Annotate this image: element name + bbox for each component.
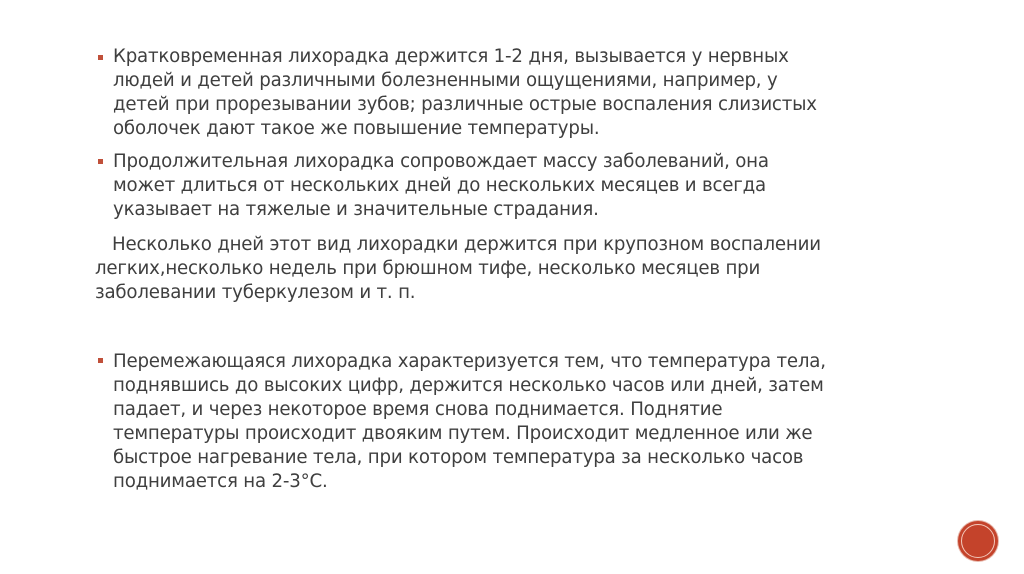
paragraph-prolonged-fever: Продолжительная лихорадка сопровождает массу заболеваний, она может длиться от нескольких дней до нескольких месяцев и всегда указывает на тяжелые и значительные страдания.	[113, 151, 769, 220]
square-bullet-icon	[98, 55, 103, 60]
paragraph-short-fever: Кратковременная лихорадка держится 1-2 дня, вызывается у нервных людей и детей различными болезненными ощущениями, например, у детей при прорезывании зубов; различные острые воспаления слизистых оболочек дают такое же повышение температуры.	[113, 46, 817, 139]
paragraph-intermittent-fever: Перемежающаяся лихорадка характеризуется тем, что температура тела, поднявшись до высоких цифр, держится несколько часов или дней, затем падает, и через некоторое время снова поднимается. Поднятие температуры происходит двояким путем. Происходит медленное или же быстрое нагревание тела, при котором температура за несколько часов поднимается на 2-3°С.	[113, 351, 826, 492]
square-bullet-icon	[98, 358, 103, 363]
nav-circle-button[interactable]	[958, 521, 998, 561]
square-bullet-icon	[98, 159, 103, 164]
paragraph-duration-examples: Несколько дней этот вид лихорадки держится при крупозном воспалении легких,несколько недель при брюшном тифе, несколько месяцев при заболевании туберкулезом и т. п.	[95, 234, 821, 303]
